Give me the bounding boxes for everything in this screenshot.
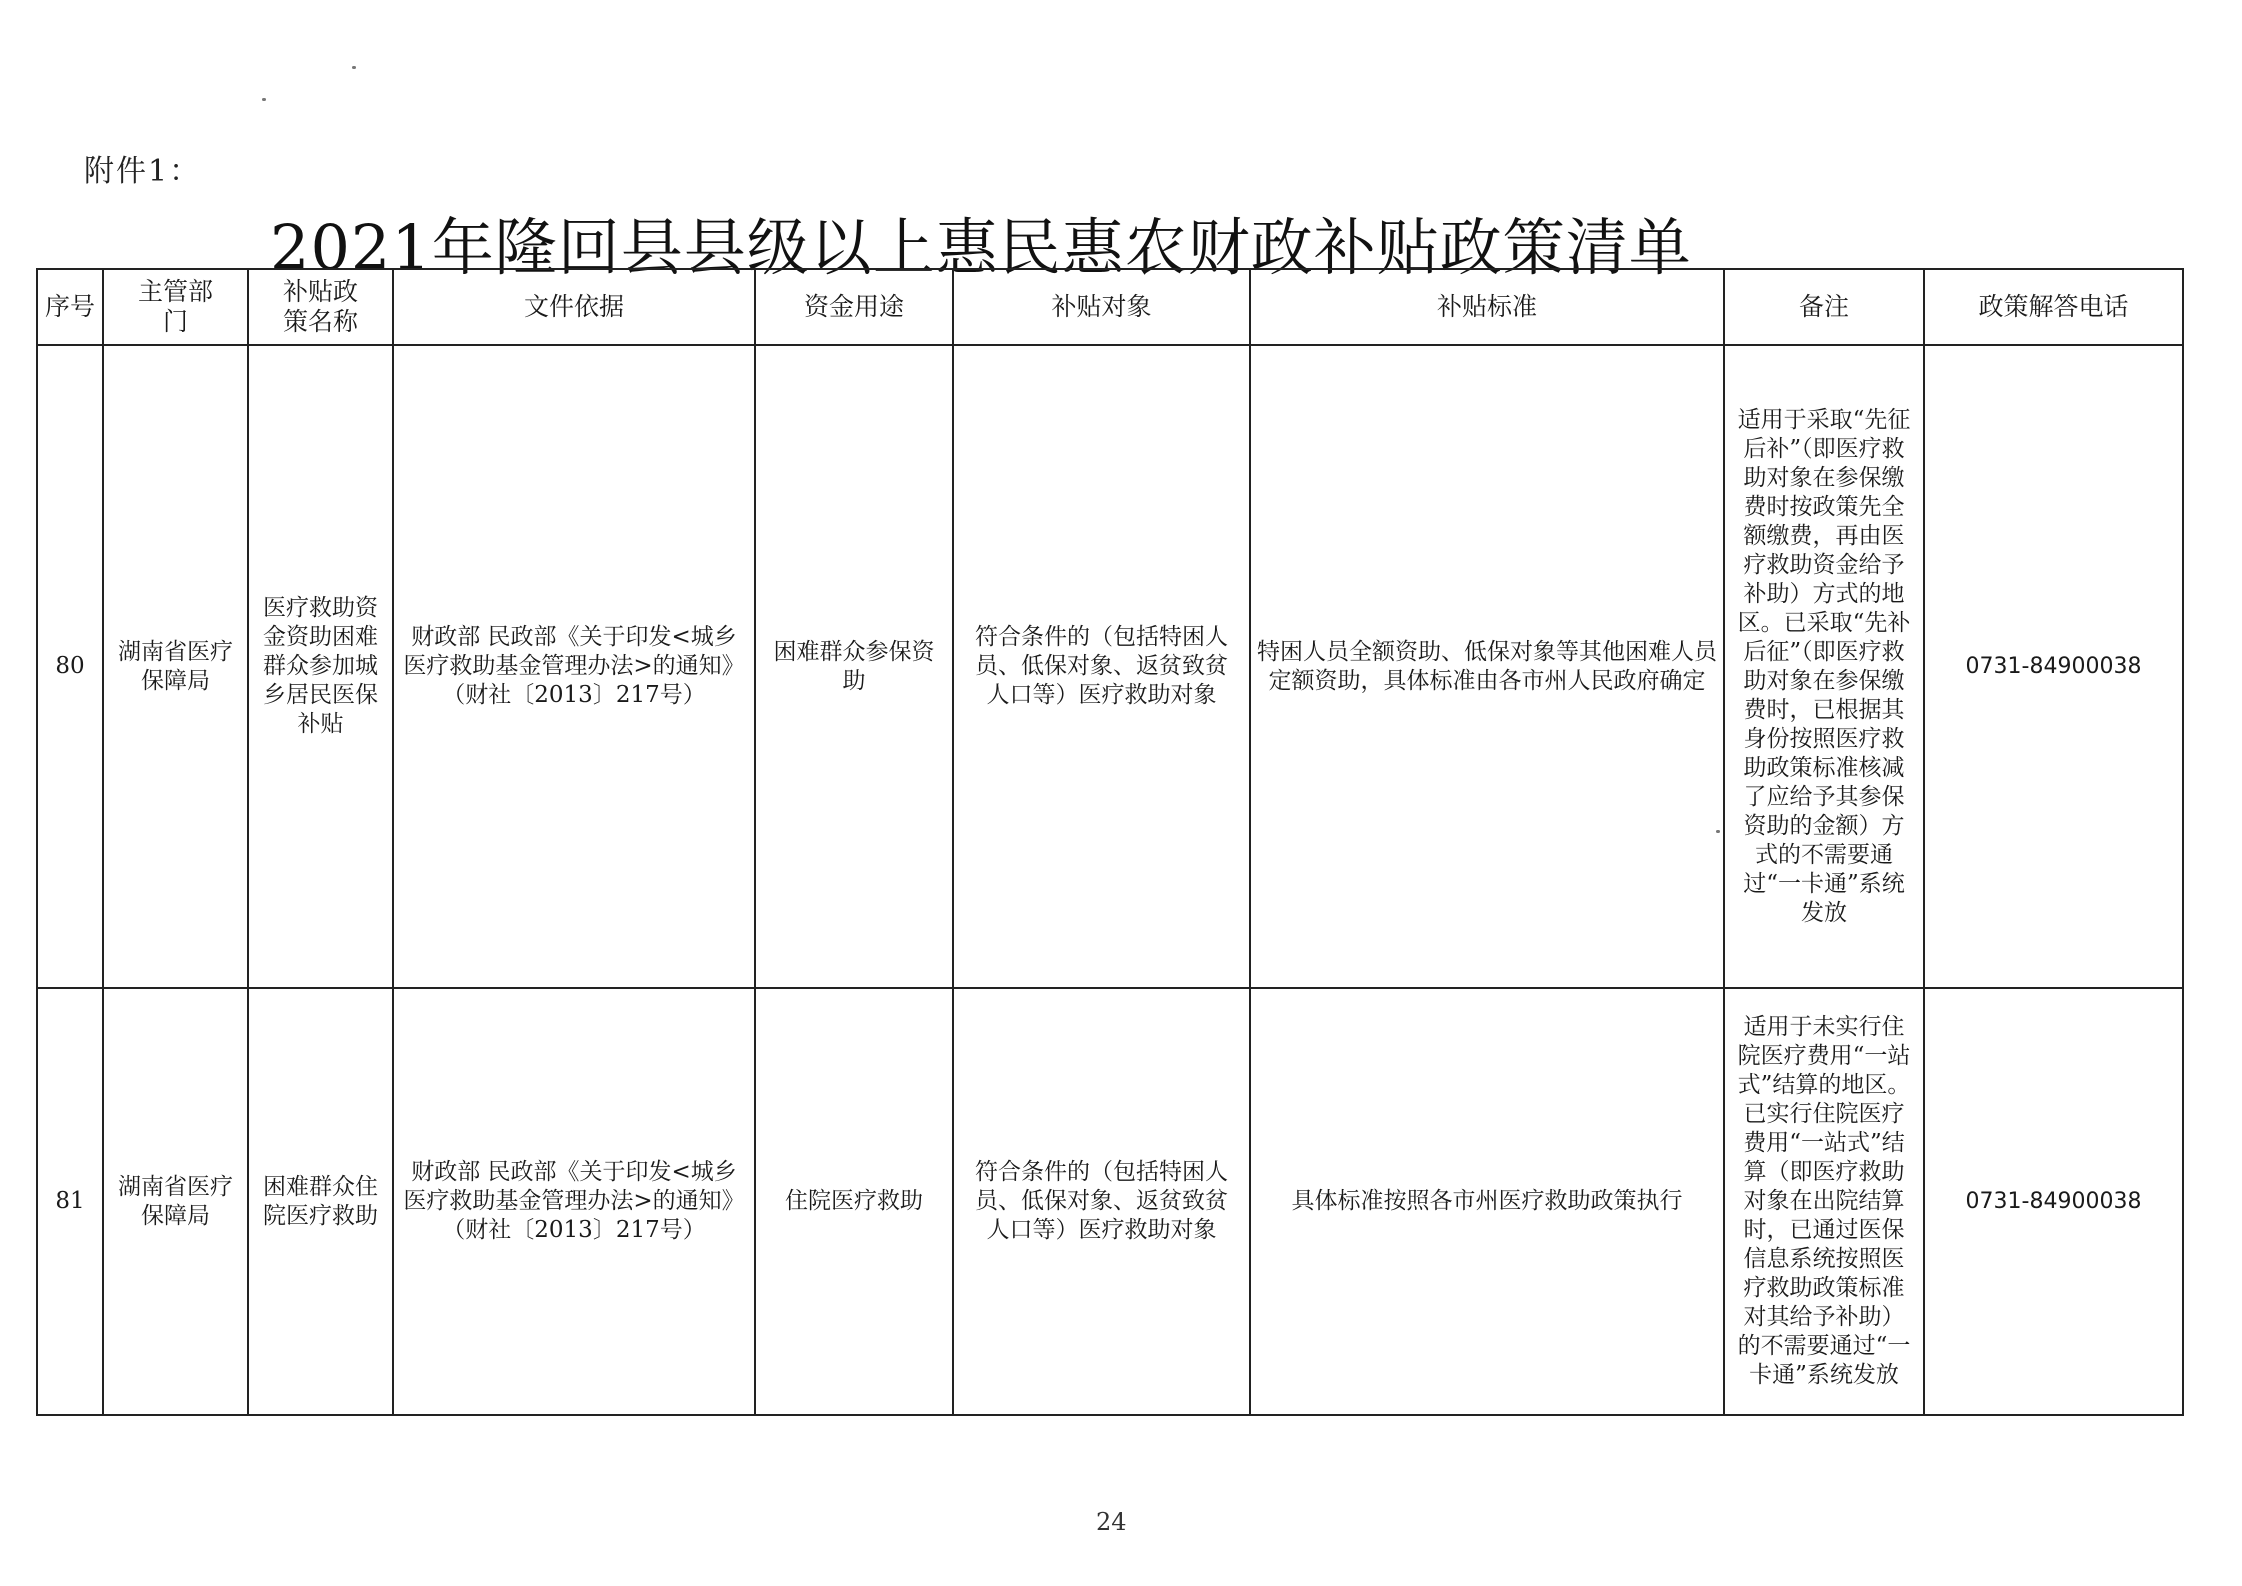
header-target: 补贴对象 xyxy=(953,269,1250,345)
header-use: 资金用途 xyxy=(755,269,953,345)
cell-use: 困难群众参保资助 xyxy=(755,345,953,988)
table-row xyxy=(37,345,2183,988)
policy-table xyxy=(36,268,2184,1416)
header-no: 序号 xyxy=(37,269,103,345)
cell-no: 81 xyxy=(37,988,103,1415)
cell-phone: 0731-84900038 xyxy=(1924,988,2183,1415)
document-title: 2021年隆回县县级以上惠民惠农财政补贴政策清单 xyxy=(270,211,1692,284)
cell-note: 适用于采取“先征后补”（即医疗救助对象在参保缴费时按政策先全额缴费，再由医疗救助资金给予补助）方式的地区。已采取“先补后征”（即医疗救助对象在参保缴费时，已根据其身份按照医疗救助政策标准核减了应给予其参保资助的金额）方式的不需要通过“一卡通”系统发放 xyxy=(1724,345,1924,988)
scan-speck xyxy=(262,98,266,101)
cell-target: 符合条件的（包括特困人员、低保对象、返贫致贫人口等）医疗救助对象 xyxy=(953,345,1250,988)
cell-dept: 湖南省医疗保障局 xyxy=(103,345,248,988)
cell-note: 适用于未实行住院医疗费用“一站式”结算的地区。已实行住院医疗费用“一站式”结算（即医疗救助对象在出院结算时，已通过医保信息系统按照医疗救助政策标准对其给予补助）的不需要通过“一卡通”系统发放 xyxy=(1724,988,1924,1415)
cell-basis: 财政部 民政部《关于印发<城乡医疗救助基金管理办法>的通知》（财社〔2013〕217号） xyxy=(393,345,755,988)
table-row xyxy=(37,988,2183,1415)
cell-dept: 湖南省医疗保障局 xyxy=(103,988,248,1415)
header-dept: 主管部门 xyxy=(103,269,248,345)
attachment-label: 附件1： xyxy=(84,154,202,189)
scan-speck xyxy=(352,66,356,69)
scan-speck xyxy=(1716,830,1720,833)
cell-policy: 医疗救助资金资助困难群众参加城乡居民医保补贴 xyxy=(248,345,393,988)
cell-use: 住院医疗救助 xyxy=(755,988,953,1415)
cell-target: 符合条件的（包括特困人员、低保对象、返贫致贫人口等）医疗救助对象 xyxy=(953,988,1250,1415)
cell-basis: 财政部 民政部《关于印发<城乡医疗救助基金管理办法>的通知》（财社〔2013〕217号） xyxy=(393,988,755,1415)
cell-standard: 特困人员全额资助、低保对象等其他困难人员定额资助，具体标准由各市州人民政府确定 xyxy=(1250,345,1724,988)
header-basis: 文件依据 xyxy=(393,269,755,345)
header-note: 备注 xyxy=(1724,269,1924,345)
cell-no: 80 xyxy=(37,345,103,988)
page-number: 24 xyxy=(1096,1508,1127,1536)
header-phone: 政策解答电话 xyxy=(1924,269,2183,345)
cell-policy: 困难群众住院医疗救助 xyxy=(248,988,393,1415)
table-header-row xyxy=(37,269,2183,345)
cell-phone: 0731-84900038 xyxy=(1924,345,2183,988)
header-policy: 补贴政策名称 xyxy=(248,269,393,345)
header-standard: 补贴标准 xyxy=(1250,269,1724,345)
cell-standard: 具体标准按照各市州医疗救助政策执行 xyxy=(1250,988,1724,1415)
